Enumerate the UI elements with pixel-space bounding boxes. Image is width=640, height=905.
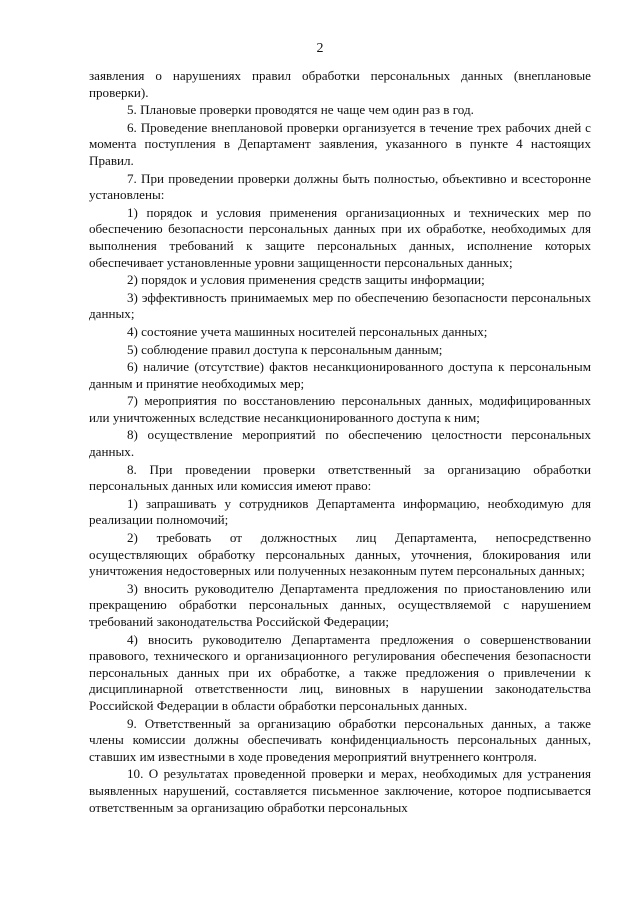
- paragraph: 3) вносить руководителю Департамента предложения по приостановлению или прекращению обработки персональных данных, осуществляемой с нарушением требований законодательства Российской Федерации;: [89, 580, 591, 629]
- paragraph: 2) порядок и условия применения средств защиты информации;: [127, 272, 485, 288]
- paragraph: 8. При проведении проверки ответственный за организацию обработки персональных данных или комиссия имеют право:: [89, 461, 591, 494]
- paragraph: 8) осуществление мероприятий по обеспечению целостности персональных данных.: [89, 427, 591, 460]
- paragraph: 6) наличие (отсутствие) фактов несанкционированного доступа к персональным данным и принятие необходимых мер;: [89, 359, 591, 391]
- paragraph: 6. Проведение внеплановой проверки организуется в течение трех рабочих дней с момента поступления в Департамент заявления, указанного в пункте 4 настоящих Правил.: [89, 119, 591, 168]
- paragraph: 1) запрашивать у сотрудников Департамента информацию, необходимую для реализации полномочий;: [89, 495, 591, 528]
- paragraph: 3) эффективность принимаемых мер по обеспечению безопасности персональных данных;: [89, 289, 591, 322]
- paragraph: 2) требовать от должностных лиц Департамента, непосредственно осуществляющих обработку персональных данных, уточнения, блокирования или уничтожения недостоверных или полученных незаконным путем персональных данных;: [89, 530, 591, 579]
- paragraph: 10. О результатах проведенной проверки и мерах, необходимых для устранения выявленных нарушений, составляется письменное заключение, которое подписывается ответственным за организацию обработки персональных: [89, 766, 591, 815]
- paragraph: заявления о нарушениях правил обработки персональных данных (внеплановые проверки).: [89, 68, 591, 100]
- document-body: [89, 68, 591, 817]
- paragraph: 1) порядок и условия применения организационных и технических мер по обеспечению безопасности персональных данных при их обработке, необходимых для выполнения требований к защите персональных данных, исполнение которых обеспечивает установленные уровни защищенности персональных данных;: [89, 204, 591, 270]
- paragraph: 5. Плановые проверки проводятся не чаще чем один раз в год.: [127, 102, 474, 118]
- paragraph: 5) соблюдение правил доступа к персональным данным;: [127, 341, 443, 357]
- paragraph: 4) вносить руководителю Департамента предложения о совершенствовании правового, технического и организационного регулирования обеспечения безопасности персональных данных при их обработке, а также предложения о привлечении к дисциплинарной ответственности лиц, виновных в нарушении законодательства Российской Федерации в области обработки персональных данных.: [89, 631, 591, 713]
- paragraph: 9. Ответственный за организацию обработки персональных данных, а также члены комиссии должны обеспечивать конфиденциальность персональных данных, ставших им известными в ходе проведения мероприятий внутреннего контроля.: [89, 715, 591, 764]
- paragraph: 7) мероприятия по восстановлению персональных данных, модифицированных или уничтоженных вследствие несанкционированного доступа к ним;: [89, 393, 591, 425]
- paragraph: 4) состояние учета машинных носителей персональных данных;: [127, 323, 488, 339]
- page-number: 2: [316, 41, 324, 56]
- paragraph: 7. При проведении проверки должны быть полностью, объективно и всесторонне установлены:: [89, 170, 591, 203]
